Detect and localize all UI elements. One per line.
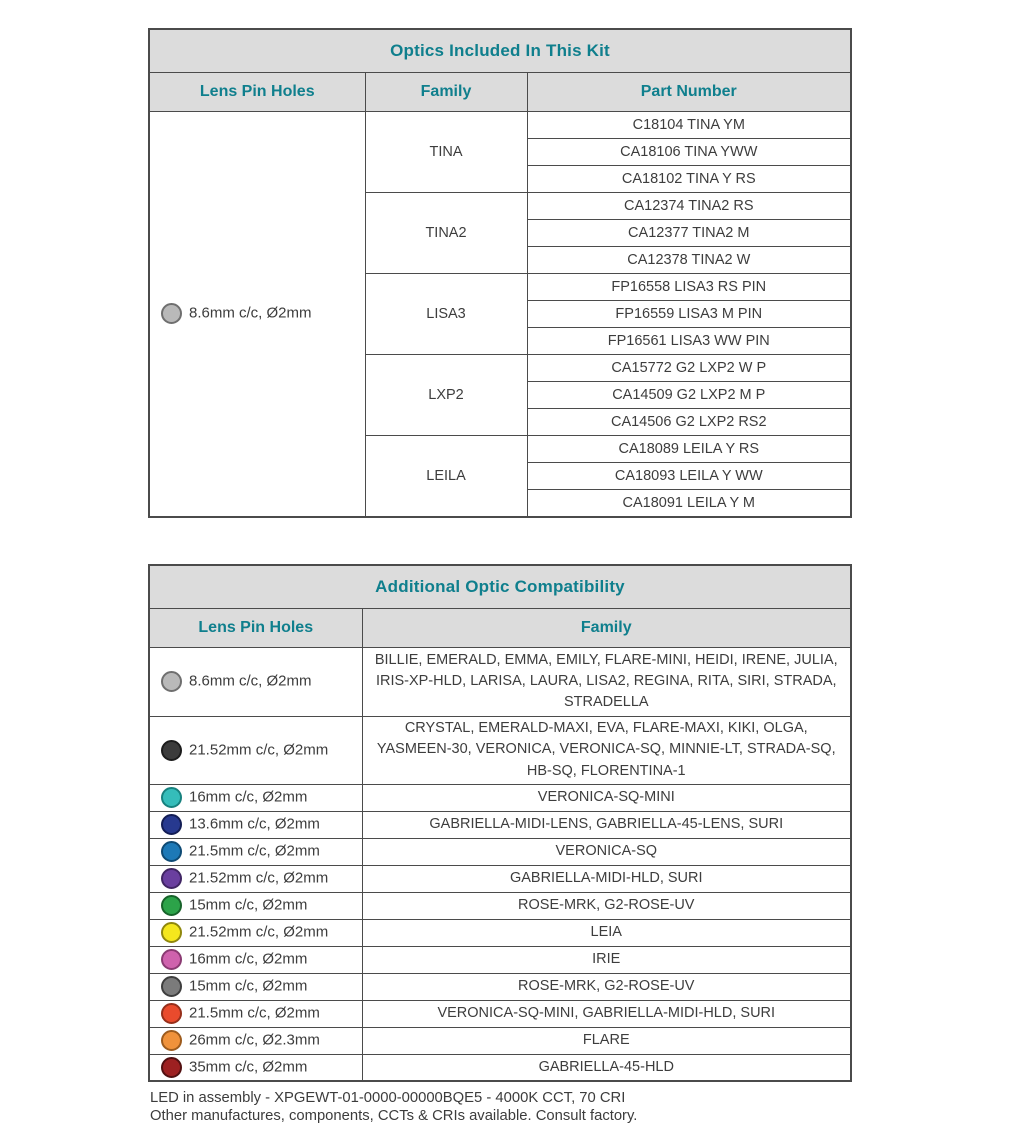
lens-pin-label: 13.6mm c/c, Ø2mm [189,815,320,833]
family-cell: LEIA [362,919,851,946]
lens-pin-color-icon [161,1030,182,1051]
table1-header-lens-pin-holes: Lens Pin Holes [149,73,365,112]
family-cell: FLARE [362,1027,851,1054]
part-number-cell: CA18089 LEILA Y RS [527,436,851,463]
lens-pin-color-icon [161,895,182,916]
lens-pin-label: 8.6mm c/c, Ø2mm [189,304,312,322]
part-number-cell: CA18093 LEILA Y WW [527,463,851,490]
footnote-consult-factory: Other manufactures, components, CCTs & CRIs available. Consult factory. [150,1108,638,1125]
lens-pin-color-icon [161,922,182,943]
family-cell: VERONICA-SQ-MINI, GABRIELLA-MIDI-HLD, SURI [362,1000,851,1027]
table-row [149,838,851,865]
table-row [149,716,851,784]
lens-pin-hole-cell [149,1054,362,1081]
optics-included-table [148,28,852,518]
lens-pin-label: 21.52mm c/c, Ø2mm [189,869,329,887]
family-cell: LISA3 [365,274,527,355]
family-cell: CRYSTAL, EMERALD-MAXI, EVA, FLARE-MAXI, KIKI, OLGA, YASMEEN-30, VERONICA, VERONICA-SQ, MINNIE-LT, STRADA-SQ, HB-SQ, FLORENTINA-1 [362,716,851,784]
lens-pin-label: 21.52mm c/c, Ø2mm [189,740,329,758]
table-row [149,946,851,973]
table2-title: Additional Optic Compatibility [149,565,851,609]
lens-pin-hole-cell [149,973,362,1000]
lens-pin-hole-cell [149,1000,362,1027]
lens-pin-color-icon [161,1057,182,1078]
part-number-cell: FP16558 LISA3 RS PIN [527,274,851,301]
part-number-cell: CA12377 TINA2 M [527,220,851,247]
part-number-cell: C18104 TINA YM [527,112,851,139]
family-cell: GABRIELLA-MIDI-LENS, GABRIELLA-45-LENS, SURI [362,811,851,838]
lens-pin-color-icon [161,868,182,889]
additional-compatibility-table [148,564,852,1083]
lens-pin-color-icon [161,1003,182,1024]
lens-pin-color-icon [161,841,182,862]
part-number-cell: FP16561 LISA3 WW PIN [527,328,851,355]
family-cell: LXP2 [365,355,527,436]
table-row [149,919,851,946]
lens-pin-label: 15mm c/c, Ø2mm [189,896,308,914]
table-row [149,1054,851,1081]
lens-pin-label: 8.6mm c/c, Ø2mm [189,672,312,690]
lens-pin-label: 21.52mm c/c, Ø2mm [189,923,329,941]
lens-pin-hole-cell [149,716,362,784]
part-number-cell: CA14509 G2 LXP2 M P [527,382,851,409]
lens-pin-label: 26mm c/c, Ø2.3mm [189,1031,320,1049]
table1-header-family: Family [365,73,527,112]
family-cell: IRIE [362,946,851,973]
table-row [149,892,851,919]
lens-pin-color-icon [161,740,182,761]
lens-pin-label: 15mm c/c, Ø2mm [189,977,308,995]
part-number-cell: FP16559 LISA3 M PIN [527,301,851,328]
family-cell: VERONICA-SQ [362,838,851,865]
table-row [149,811,851,838]
lens-pin-color-icon [161,976,182,997]
part-number-cell: CA14506 G2 LXP2 RS2 [527,409,851,436]
family-cell: GABRIELLA-MIDI-HLD, SURI [362,865,851,892]
table-row [149,973,851,1000]
family-cell: GABRIELLA-45-HLD [362,1054,851,1081]
part-number-cell: CA12374 TINA2 RS [527,193,851,220]
family-cell: ROSE-MRK, G2-ROSE-UV [362,973,851,1000]
table-row [149,1027,851,1054]
part-number-cell: CA18106 TINA YWW [527,139,851,166]
lens-pin-hole-cell [149,647,362,716]
lens-pin-hole-cell [149,919,362,946]
lens-pin-label: 21.5mm c/c, Ø2mm [189,842,320,860]
lens-pin-hole-cell [149,865,362,892]
lens-pin-hole-cell [149,811,362,838]
footnote [148,1089,1026,1126]
part-number-cell: CA18091 LEILA Y M [527,490,851,517]
family-cell: TINA [365,112,527,193]
table1-title: Optics Included In This Kit [149,29,851,73]
family-cell: BILLIE, EMERALD, EMMA, EMILY, FLARE-MINI, HEIDI, IRENE, JULIA, IRIS-XP-HLD, LARISA, LAURA, LISA2, REGINA, RITA, SIRI, STRADA, STRADELLA [362,647,851,716]
table1-header-part-number: Part Number [527,73,851,112]
lens-pin-color-icon [161,787,182,808]
lens-pin-color-icon [161,303,182,324]
table-row [149,784,851,811]
family-cell: ROSE-MRK, G2-ROSE-UV [362,892,851,919]
lens-pin-hole-cell [149,112,365,517]
lens-pin-label: 35mm c/c, Ø2mm [189,1058,308,1076]
part-number-cell: CA12378 TINA2 W [527,247,851,274]
table-row [149,112,851,139]
lens-pin-hole-cell [149,784,362,811]
table-row [149,647,851,716]
lens-pin-label: 16mm c/c, Ø2mm [189,788,308,806]
part-number-cell: CA15772 G2 LXP2 W P [527,355,851,382]
table-row [149,865,851,892]
family-cell: LEILA [365,436,527,517]
table2-header-family: Family [362,608,851,647]
table-row [149,1000,851,1027]
lens-pin-label: 16mm c/c, Ø2mm [189,950,308,968]
footnote-led-assembly: LED in assembly - XPGEWT-01-0000-00000BQE5 - 4000K CCT, 70 CRI [150,1090,626,1106]
table2-header-lens-pin-holes: Lens Pin Holes [149,608,362,647]
lens-pin-color-icon [161,949,182,970]
lens-pin-hole-cell [149,946,362,973]
part-number-cell: CA18102 TINA Y RS [527,166,851,193]
lens-pin-hole-cell [149,892,362,919]
family-cell: TINA2 [365,193,527,274]
lens-pin-hole-cell [149,1027,362,1054]
lens-pin-color-icon [161,814,182,835]
lens-pin-hole-cell [149,838,362,865]
lens-pin-label: 21.5mm c/c, Ø2mm [189,1004,320,1022]
family-cell: VERONICA-SQ-MINI [362,784,851,811]
lens-pin-color-icon [161,671,182,692]
